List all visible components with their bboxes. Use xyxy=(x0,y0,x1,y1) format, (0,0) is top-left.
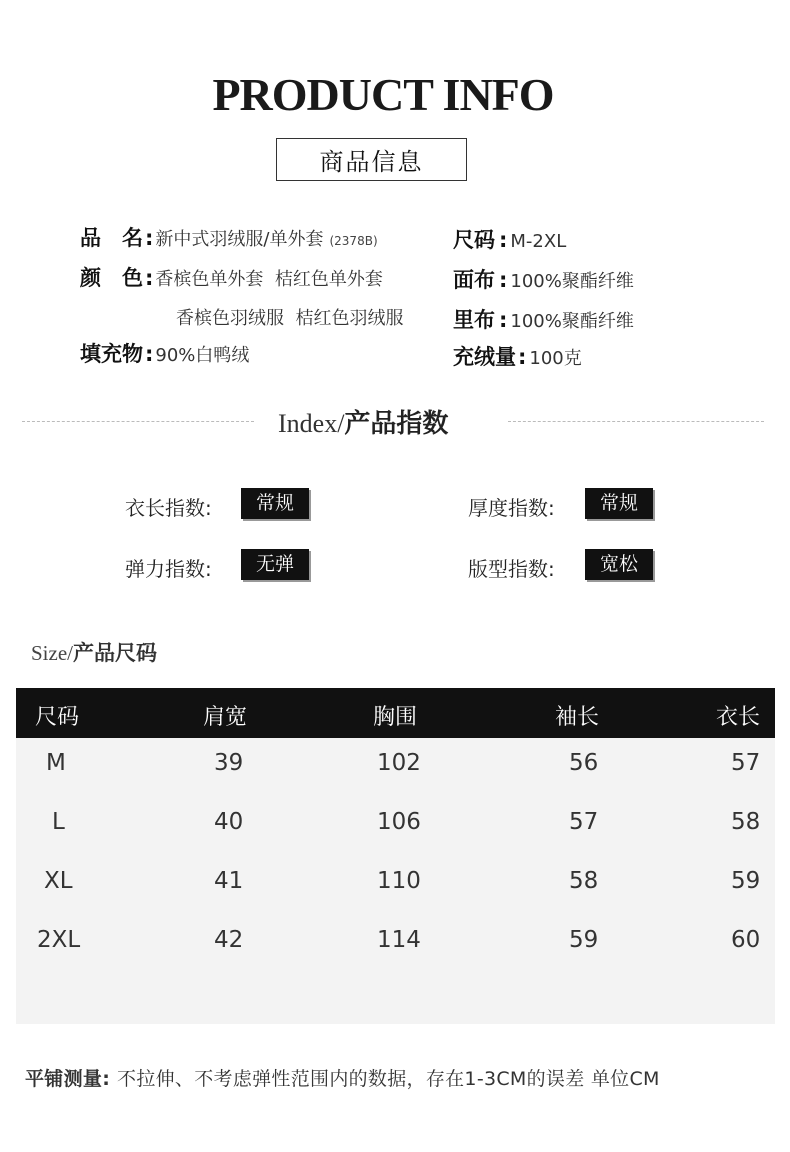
info-size-value: M-2XL xyxy=(510,231,567,252)
info-fill-weight-label: 充绒量 xyxy=(453,345,516,369)
info-fabric-row xyxy=(453,264,634,294)
info-fabric-colon: : xyxy=(499,268,508,292)
info-lining-label: 里布 xyxy=(453,308,495,332)
info-color-label: 颜 色 xyxy=(80,266,143,290)
index-label-thickness: 厚度指数: xyxy=(468,496,555,520)
index-section-title xyxy=(278,403,448,440)
header-chest: 胸围 xyxy=(373,705,418,730)
cell-size: XL xyxy=(44,868,73,894)
info-size-label: 尺码 xyxy=(453,228,495,252)
size-title-latin: Size/ xyxy=(31,641,73,665)
info-name-row xyxy=(80,222,378,252)
cell-chest: 110 xyxy=(377,868,421,894)
size-title-cn: 产品尺码 xyxy=(73,641,157,665)
info-fabric-label: 面布 xyxy=(453,268,495,292)
index-label-elasticity: 弹力指数: xyxy=(125,557,212,581)
cell-chest: 102 xyxy=(377,750,421,776)
page-subtitle: 商品信息 xyxy=(276,138,467,181)
info-color-line2: 香槟色羽绒服 桔红色羽绒服 xyxy=(176,308,404,329)
header-shoulder: 肩宽 xyxy=(203,705,248,730)
info-filling-label: 填充物 xyxy=(80,342,143,366)
measurement-note-text: 不拉伸、不考虑弹性范围内的数据，存在1-3CM的误差 单位CM xyxy=(117,1068,660,1090)
info-lining-value: 100%聚酯纤维 xyxy=(510,311,634,332)
cell-shoulder: 40 xyxy=(214,809,244,835)
cell-shoulder: 39 xyxy=(214,750,244,776)
info-filling-row xyxy=(80,338,249,368)
info-color-row xyxy=(80,262,383,292)
cell-length: 60 xyxy=(731,927,761,953)
size-section-title xyxy=(31,637,157,667)
measurement-note xyxy=(25,1064,660,1091)
info-size-row xyxy=(453,224,566,254)
index-title-latin: Index/ xyxy=(278,409,345,438)
page-title: PRODUCT INFO xyxy=(212,69,554,120)
index-tag-fit: 宽松 xyxy=(585,549,653,580)
info-name-colon: : xyxy=(145,226,154,250)
index-label-fit: 版型指数: xyxy=(468,557,555,581)
info-filling-colon: : xyxy=(145,342,154,366)
info-lining-colon: : xyxy=(499,308,508,332)
index-tag-elasticity: 无弹 xyxy=(241,549,309,580)
cell-length: 59 xyxy=(731,868,761,894)
cell-length: 57 xyxy=(731,750,761,776)
info-lining-row xyxy=(453,304,634,334)
index-label-length: 衣长指数: xyxy=(125,496,212,520)
info-size-colon: : xyxy=(499,228,508,252)
info-color-line1: 香槟色单外套 桔红色单外套 xyxy=(155,269,383,290)
info-fill-weight-value: 100克 xyxy=(529,348,582,369)
cell-shoulder: 41 xyxy=(214,868,244,894)
info-name-value: 新中式羽绒服/单外套 xyxy=(155,229,324,250)
info-fabric-value: 100%聚酯纤维 xyxy=(510,271,634,292)
index-tag-length: 常规 xyxy=(241,488,309,519)
cell-chest: 114 xyxy=(377,927,421,953)
info-name-label: 品 名 xyxy=(80,226,143,250)
size-table xyxy=(16,688,775,1024)
divider-right xyxy=(508,421,764,422)
cell-size: L xyxy=(52,809,65,835)
cell-size: 2XL xyxy=(37,927,81,953)
cell-length: 58 xyxy=(731,809,761,835)
info-name-code: (2378B) xyxy=(329,234,378,248)
info-color-colon: : xyxy=(145,266,154,290)
cell-sleeve: 58 xyxy=(569,868,599,894)
info-fill-weight-row xyxy=(453,341,582,371)
measurement-note-label: 平铺测量: xyxy=(25,1068,111,1090)
cell-sleeve: 59 xyxy=(569,927,599,953)
info-fill-weight-colon: : xyxy=(518,345,527,369)
divider-left xyxy=(22,421,254,422)
header-sleeve: 袖长 xyxy=(555,705,600,730)
info-filling-value: 90%白鸭绒 xyxy=(155,345,250,366)
index-title-cn: 产品指数 xyxy=(344,409,449,439)
header-length: 衣长 xyxy=(716,705,761,730)
cell-size: M xyxy=(46,750,66,776)
header-size: 尺码 xyxy=(35,705,80,730)
cell-chest: 106 xyxy=(377,809,421,835)
cell-shoulder: 42 xyxy=(214,927,244,953)
cell-sleeve: 56 xyxy=(569,750,599,776)
index-tag-thickness: 常规 xyxy=(585,488,653,519)
cell-sleeve: 57 xyxy=(569,809,599,835)
